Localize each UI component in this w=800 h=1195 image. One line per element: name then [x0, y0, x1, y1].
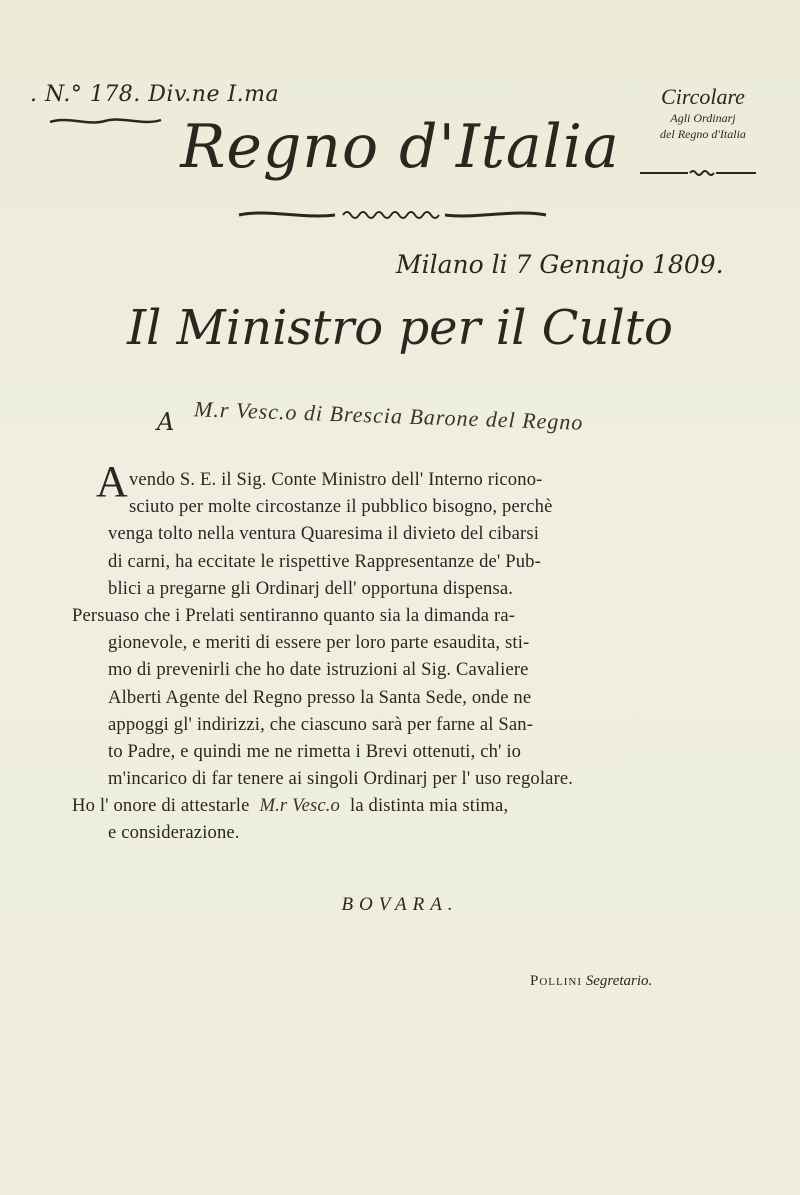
circular-line-1: Agli Ordinarj [670, 111, 736, 125]
closing-line [72, 792, 706, 819]
body-line: Alberti Agente del Regno presso la Santa Sede, onde ne [108, 686, 532, 708]
body-line: di carni, ha eccitate le rispettive Rappresentanze de' Pub- [108, 550, 541, 572]
circular-line-2: del Regno d'Italia [660, 127, 746, 141]
signature: BOVARA. [341, 894, 459, 915]
body-line: Persuaso che i Prelati sentiranno quanto sia la dimanda ra- [72, 604, 516, 626]
protocol-number: . N.° 178. Div.ne I.ma [30, 82, 280, 107]
closing-handwritten: M.r Vesc.o [259, 795, 341, 817]
closing-after: la distinta mia stima, [350, 795, 509, 817]
addressee-prefix: A [157, 408, 175, 436]
title-flourish [235, 205, 550, 225]
body-line: blici a pregarne gli Ordinarj dell' opportuna dispensa. [108, 577, 514, 599]
secretary-name: Pollini [530, 973, 582, 989]
minister-heading: Il Ministro per il Culto [127, 300, 673, 356]
body-line: sciuto per molte circostanze il pubblico bisogno, perchè [128, 496, 553, 518]
closing-last: e considerazione. [108, 822, 240, 844]
body-line: appoggi gl' indirizzi, che ciascuno sarà per farne al San- [108, 713, 534, 735]
body-line: mo di prevenirli che ho date istruzioni al Sig. Cavaliere [108, 659, 529, 681]
body-line: m'incarico di far tenere ai singoli Ordinarj per l' uso regolare. [108, 768, 574, 790]
body-line: vendo S. E. il Sig. Conte Ministro dell' Interno ricono- [128, 469, 543, 490]
secretary-role: Segretario. [585, 973, 653, 989]
body-line: to Padre, e quindi me ne rimetta i Brevi ottenuti, ch' io [108, 740, 522, 762]
place-date: Milano li 7 Gennajo 1809. [396, 250, 724, 279]
secretary-line [530, 973, 652, 990]
body-line: gionevole, e meriti di essere per loro parte esaudita, sti- [108, 632, 530, 654]
addressee-handwritten: M.r Vesc.o di Brescia Barone del Regno [193, 396, 584, 435]
circular-title: Circolare [661, 84, 745, 109]
letter-body [72, 457, 706, 847]
body-line: venga tolto nella ventura Quaresima il divieto del cibarsi [108, 523, 540, 545]
document-title: Regno d'Italia [180, 112, 620, 182]
closing-before: Ho l' onore di attestarle [72, 795, 250, 817]
drop-cap: A [96, 457, 128, 506]
